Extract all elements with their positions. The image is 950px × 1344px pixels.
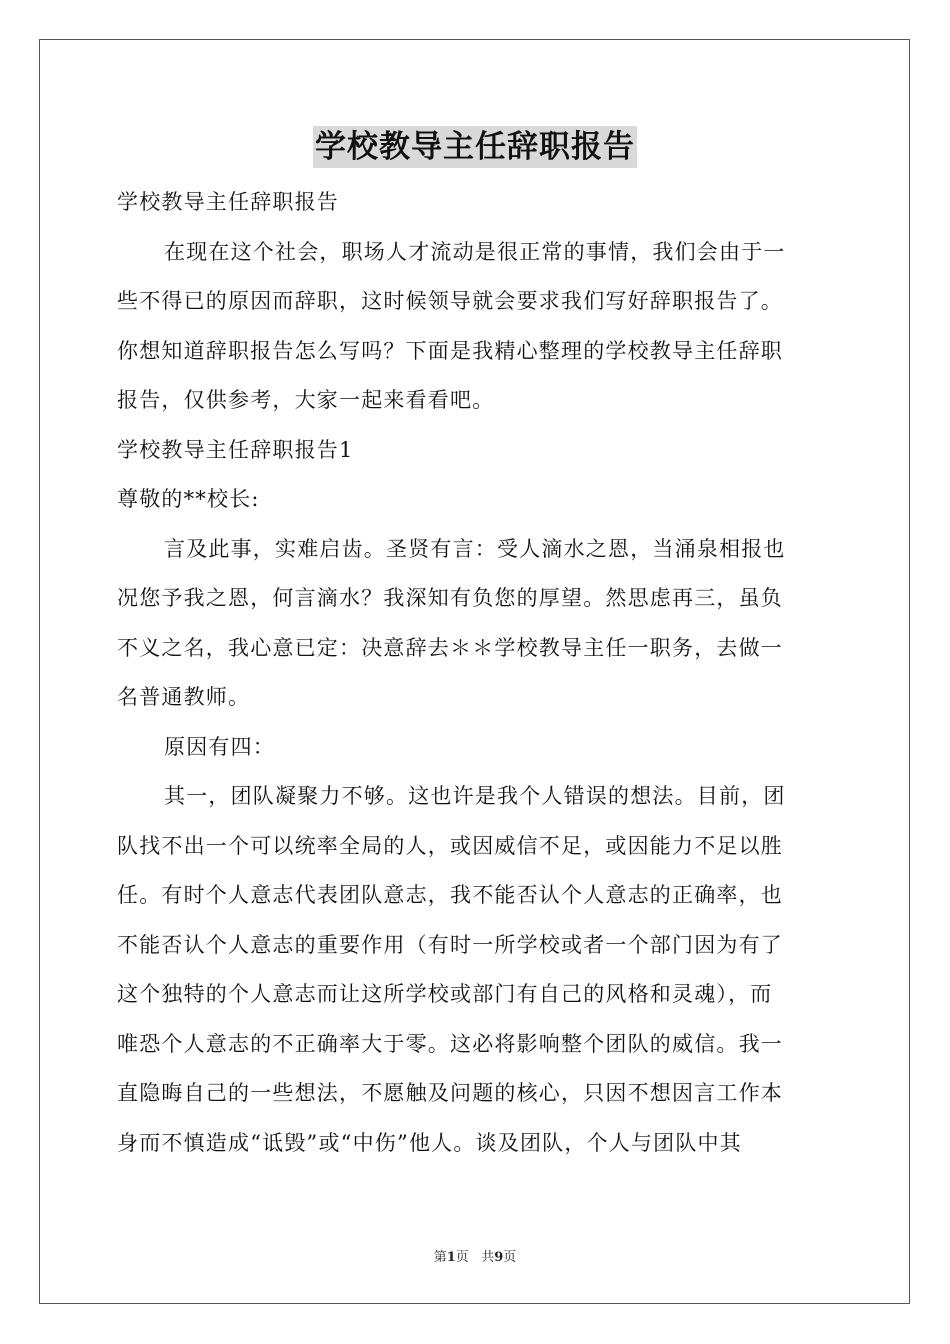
title-container (0, 126, 950, 168)
paragraph-line: 唯恐个人意志的不正确率大于零。这必将影响整个团队的威信。我一 (117, 1031, 783, 1056)
paragraph-line: 名普通教师。 (117, 685, 251, 709)
paragraph-line: 在现在这个社会，职场人才流动是很正常的事情，我们会由于一 (164, 239, 786, 264)
paragraph-line: 队找不出一个可以统率全局的人，或因威信不足，或因能力不足以胜 (117, 833, 783, 858)
paragraph-line: 言及此事，实难启齿。圣贤有言：受人滴水之恩，当涌泉相报也 (164, 536, 786, 561)
paragraph-line: 原因有四： (164, 734, 275, 759)
document-body (117, 178, 833, 1168)
section-heading: 学校教导主任辞职报告1 (117, 437, 354, 462)
paragraph-line: 报告，仅供参考，大家一起来看看吧。 (117, 388, 495, 412)
total-pages: 9 (494, 1250, 504, 1265)
paragraph-line: 况您予我之恩，何言滴水？我深知有负您的厚望。然思虑再三，虽负 (117, 586, 783, 610)
paragraph-line: 你想知道辞职报告怎么写吗？下面是我精心整理的学校教导主任辞职 (117, 338, 783, 363)
paragraph-line: 不义之名，我心意已定：决意辞去＊＊学校教导主任一职务，去做一 (117, 635, 783, 660)
subtitle-line: 学校教导主任辞职报告 (117, 190, 339, 214)
paragraph-line: 不能否认个人意志的重要作用（有时一所学校或者一个部门因为有了 (117, 932, 783, 957)
total-prefix: 共 (481, 1250, 495, 1265)
document-title: 学校教导主任辞职报告 (313, 126, 637, 168)
salutation: 尊敬的**校长: (117, 487, 260, 511)
paragraph-line: 直隐晦自己的一些想法，不愿触及问题的核心，只因不想因言工作本 (117, 1081, 783, 1105)
total-suffix: 页 (503, 1250, 517, 1265)
page-footer (0, 1246, 950, 1265)
page-suffix: 页 (455, 1250, 469, 1265)
paragraph-line: 任。有时个人意志代表团队意志，我不能否认个人意志的正确率，也 (117, 883, 783, 907)
page-prefix: 第 (433, 1250, 447, 1265)
paragraph-line: 其一，团队凝聚力不够。这也许是我个人错误的想法。目前，团 (164, 784, 786, 808)
page-number: 1 (446, 1250, 456, 1265)
paragraph-line: 这个独特的个人意志而让这所学校或部门有自己的风格和灵魂），而 (117, 982, 773, 1006)
paragraph-line: 些不得已的原因而辞职，这时候领导就会要求我们写好辞职报告了。 (117, 289, 783, 313)
paragraph-line: 身而不慎造成“诋毁”或“中伤”他人。谈及团队，个人与团队中其 (117, 1130, 742, 1155)
